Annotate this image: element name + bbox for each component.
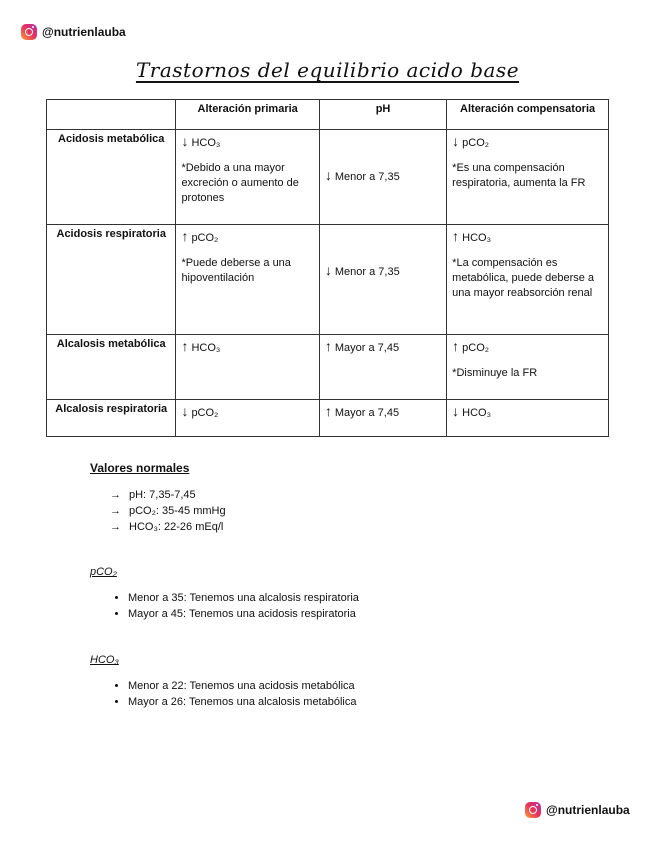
handle-text: @nutrienlauba <box>546 803 630 817</box>
list-item: • Mayor a 45: Tenemos una acidosis respiratoria <box>128 606 359 622</box>
primary-cell <box>176 335 319 400</box>
primary-note: *Debido a una mayor excreción o aumento de protones <box>181 162 299 204</box>
list-item: • Menor a 35: Tenemos una alcalosis respiratoria <box>128 590 359 606</box>
table-row <box>47 130 609 225</box>
instagram-icon <box>21 24 37 40</box>
compensatory-cell <box>447 400 609 437</box>
arrow-down-icon: ↓ <box>324 262 332 278</box>
arrow-down-icon: ↓ <box>181 403 189 419</box>
ph-cell <box>319 225 446 335</box>
primary-cell <box>176 400 319 437</box>
compensatory-note: *La compensación es metabólica, puede deberse a una mayor reabsorción renal <box>452 257 595 299</box>
table-header-row <box>47 100 609 130</box>
list-item: → HCO₃: 22-26 mEq/l <box>110 519 226 535</box>
arrow-up-icon: ↑ <box>324 338 332 354</box>
compensatory-cell <box>447 335 609 400</box>
compensatory-note: *Es una compensación respiratoria, aumenta la FR <box>452 162 586 189</box>
instagram-handle-bottom[interactable] <box>525 802 630 818</box>
normal-values-list <box>90 487 226 535</box>
instagram-icon <box>525 802 541 818</box>
hco3-heading: HCO₃ <box>90 654 119 666</box>
primary-value: HCO₃ <box>191 342 221 354</box>
ph-value: Mayor a 7,45 <box>334 407 400 419</box>
list-item: → pCO₂: 35-45 mmHg <box>110 503 226 519</box>
handle-text: @nutrienlauba <box>42 25 126 39</box>
ph-cell <box>319 400 446 437</box>
primary-cell <box>176 225 319 335</box>
compensatory-note: *Disminuye la FR <box>452 367 538 379</box>
ph-value: Menor a 7,35 <box>334 266 400 278</box>
arrow-down-icon: ↓ <box>452 133 460 149</box>
row-label: Alcalosis metabólica <box>47 335 176 400</box>
hco3-section <box>90 654 356 710</box>
primary-note: *Puede deberse a una hipoventilación <box>181 257 291 284</box>
header-empty <box>47 100 176 130</box>
primary-value: pCO₂ <box>191 232 219 244</box>
compensatory-value: pCO₂ <box>462 137 490 149</box>
pco2-list <box>90 590 359 622</box>
normal-values-heading: Valores normales <box>90 461 190 475</box>
primary-value: HCO₃ <box>191 137 221 149</box>
arrow-up-icon: ↑ <box>452 228 460 244</box>
arrow-up-icon: ↑ <box>181 228 189 244</box>
pco2-heading: pCO₂ <box>90 566 117 578</box>
header-compensatory: Alteración compensatoria <box>447 100 609 130</box>
primary-value: pCO₂ <box>191 407 219 419</box>
arrow-down-icon: ↓ <box>452 403 460 419</box>
header-primary: Alteración primaria <box>176 100 319 130</box>
arrow-up-icon: ↑ <box>324 403 332 419</box>
compensatory-cell <box>447 225 609 335</box>
ph-value: Menor a 7,35 <box>334 171 400 183</box>
ph-cell <box>319 130 446 225</box>
header-ph: pH <box>319 100 446 130</box>
compensatory-cell <box>447 130 609 225</box>
compensatory-value: HCO₃ <box>462 407 492 419</box>
hco3-list <box>90 678 356 710</box>
table-row <box>47 400 609 437</box>
compensatory-value: HCO₃ <box>462 232 492 244</box>
ph-cell <box>319 335 446 400</box>
arrow-down-icon: ↓ <box>324 167 332 183</box>
row-label: Alcalosis respiratoria <box>47 400 176 437</box>
row-label: Acidosis metabólica <box>47 130 176 225</box>
acid-base-table <box>46 99 609 437</box>
instagram-handle-top[interactable] <box>21 24 126 40</box>
list-item: • Menor a 22: Tenemos una acidosis metabólica <box>128 678 356 694</box>
table-row <box>47 225 609 335</box>
compensatory-value: pCO₂ <box>462 342 490 354</box>
page-title: Trastornos del equilibrio acido base <box>135 58 520 82</box>
primary-cell <box>176 130 319 225</box>
list-item: • Mayor a 26: Tenemos una alcalosis metabólica <box>128 694 356 710</box>
normal-values-section <box>90 461 226 535</box>
pco2-section <box>90 566 359 622</box>
arrow-up-icon: ↑ <box>181 338 189 354</box>
list-item: → pH: 7,35-7,45 <box>110 487 226 503</box>
table-row <box>47 335 609 400</box>
ph-value: Mayor a 7,45 <box>334 342 400 354</box>
arrow-down-icon: ↓ <box>181 133 189 149</box>
row-label: Acidosis respiratoria <box>47 225 176 335</box>
arrow-up-icon: ↑ <box>452 338 460 354</box>
